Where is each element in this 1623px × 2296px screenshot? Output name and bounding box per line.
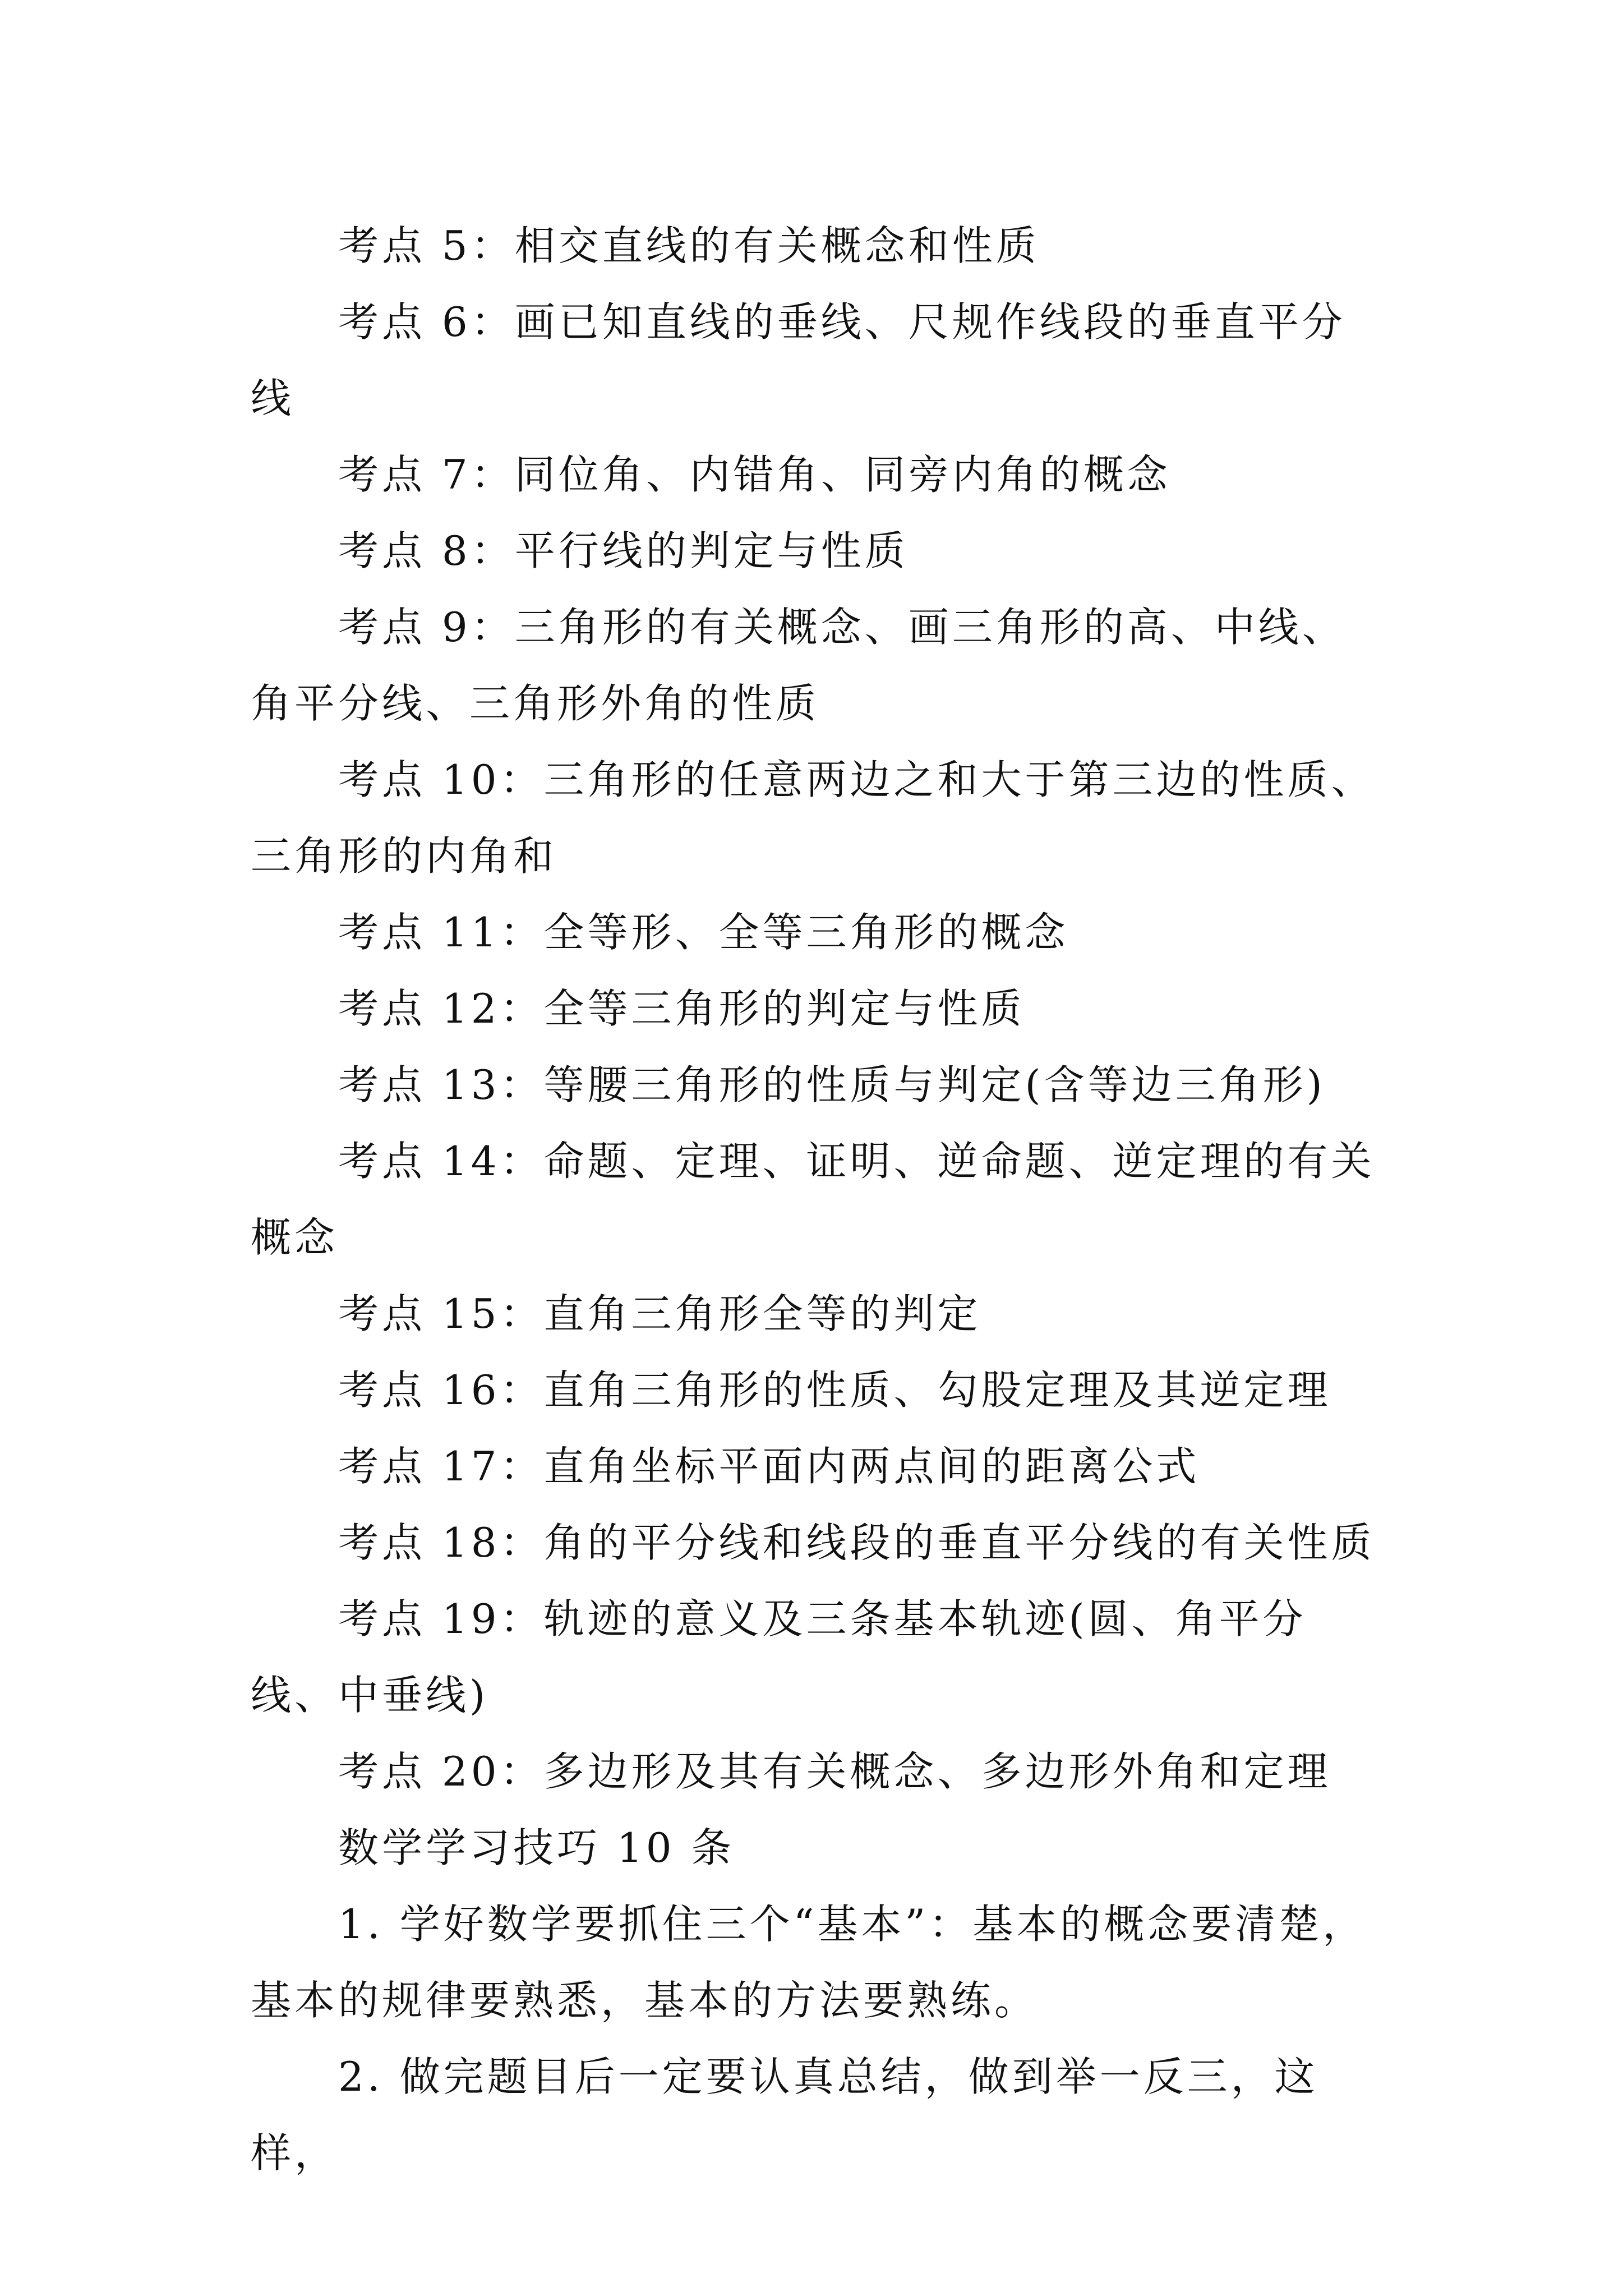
exam-point-19: 考点 19：轨迹的意义及三条基本轨迹(圆、角平分线、中垂线) <box>251 1595 1307 1719</box>
exam-point-16: 考点 16：直角三角形的性质、勾股定理及其逆定理 <box>338 1366 1331 1414</box>
exam-point-9: 考点 9：三角形的有关概念、画三角形的高、中线、角平分线、三角形外角的性质 <box>251 604 1346 727</box>
exam-point-14: 考点 14：命题、定理、证明、逆命题、逆定理的有关概念 <box>251 1138 1375 1261</box>
exam-point-15: 考点 15：直角三角形全等的判定 <box>338 1290 981 1337</box>
exam-point-5: 考点 5：相交直线的有关概念和性质 <box>338 222 1040 269</box>
exam-point-20: 考点 20：多边形及其有关概念、多边形外角和定理 <box>338 1748 1331 1795</box>
exam-point-13: 考点 13：等腰三角形的性质与判定(含等边三角形) <box>338 1061 1326 1108</box>
exam-point-6: 考点 6：画已知直线的垂线、尺规作线段的垂直平分线 <box>251 298 1346 422</box>
exam-point-8: 考点 8：平行线的判定与性质 <box>338 527 909 574</box>
tip-2: 2. 做完题目后一定要认真总结，做到举一反三，这样， <box>251 2053 1318 2177</box>
tip-1: 1. 学好数学要抓住三个“基本”：基本的概念要清楚，基本的规律要熟悉，基本的方法要熟练。 <box>251 1901 1367 2024</box>
document-body <box>251 208 1389 2191</box>
section-heading: 数学学习技巧 10 条 <box>338 1824 735 1871</box>
exam-point-10: 考点 10：三角形的任意两边之和大于第三边的性质、三角形的内角和 <box>251 756 1375 880</box>
exam-point-7: 考点 7：同位角、内错角、同旁内角的概念 <box>338 451 1171 498</box>
exam-point-18: 考点 18：角的平分线和线段的垂直平分线的有关性质 <box>338 1519 1375 1566</box>
exam-point-12: 考点 12：全等三角形的判定与性质 <box>338 985 1025 1032</box>
exam-point-11: 考点 11：全等形、全等三角形的概念 <box>338 909 1069 956</box>
exam-point-17: 考点 17：直角坐标平面内两点间的距离公式 <box>338 1443 1200 1490</box>
